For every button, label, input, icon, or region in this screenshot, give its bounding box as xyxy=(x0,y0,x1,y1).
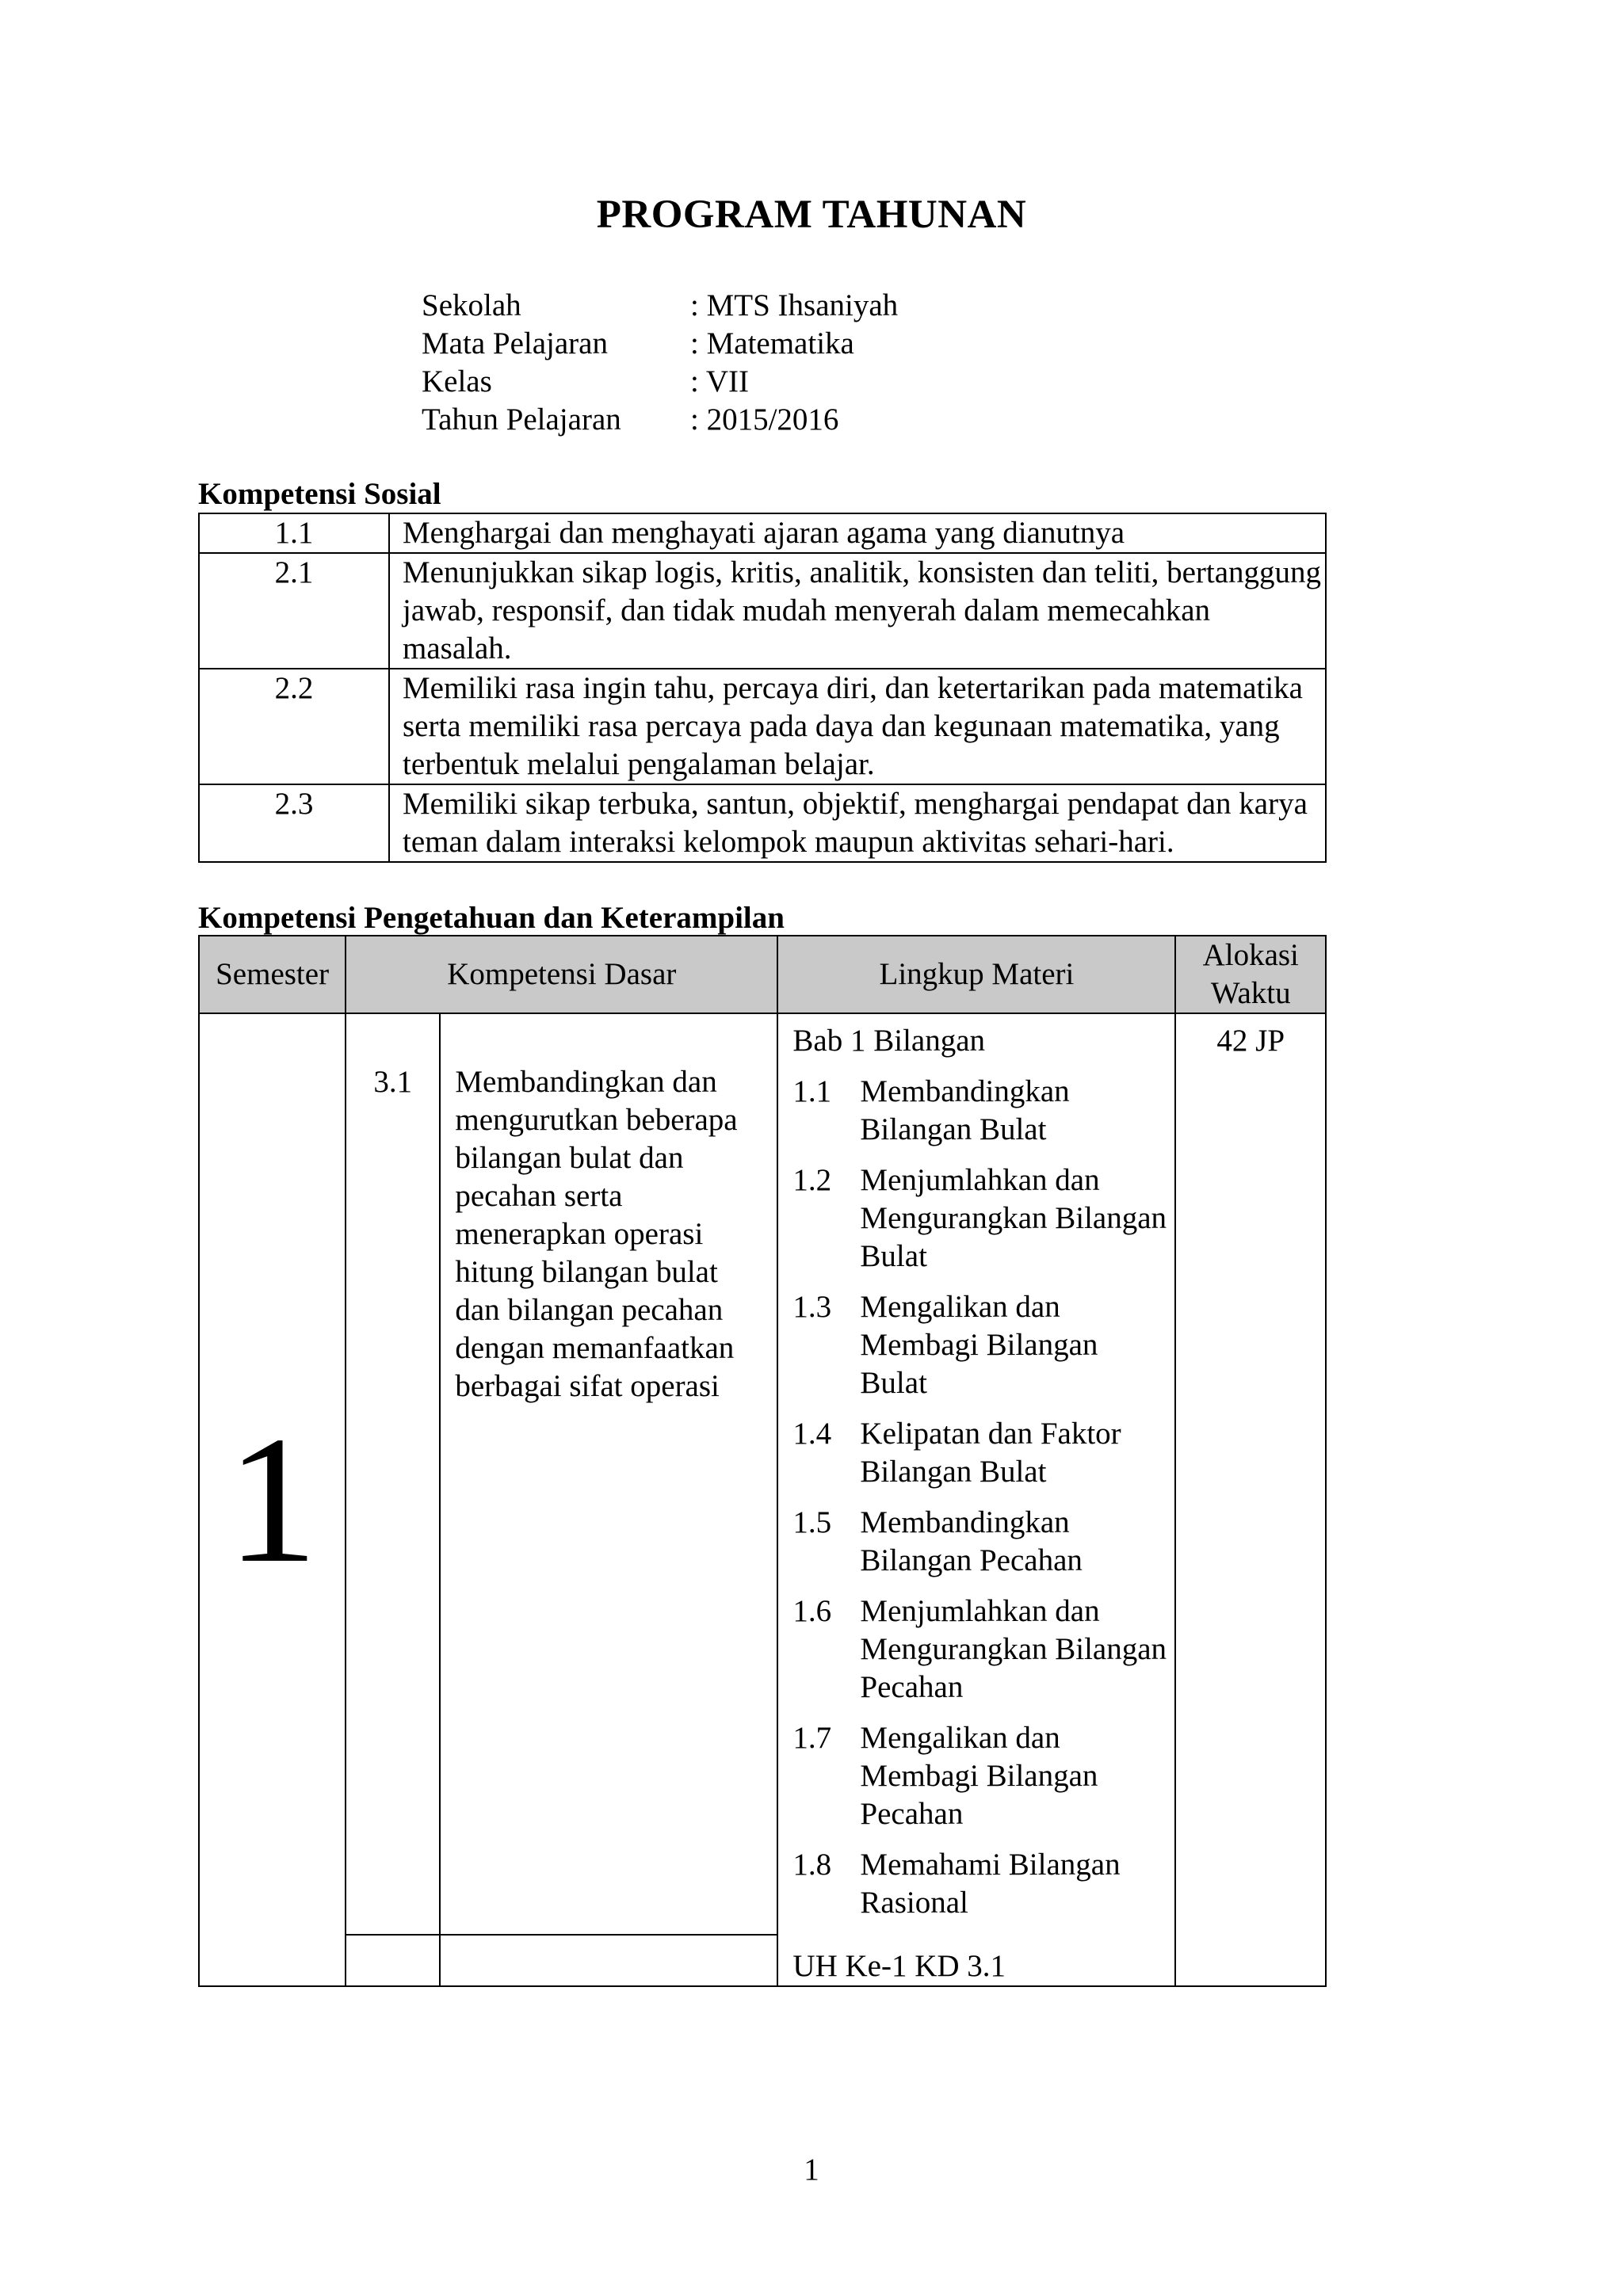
materi-text: Membandingkan Bilangan Pecahan xyxy=(860,1505,1083,1577)
materi-number: 1.2 xyxy=(792,1163,832,1197)
table-row xyxy=(199,669,1326,784)
materi-text: Mengalikan dan Membagi Bilangan Pecahan xyxy=(860,1721,1098,1831)
materi-text: Kelipatan dan Faktor Bilangan Bulat xyxy=(860,1417,1121,1489)
table-row xyxy=(199,1935,1326,1986)
meta-row-sekolah xyxy=(422,287,898,325)
header-lingkup-materi: Lingkup Materi xyxy=(777,936,1175,1013)
chapter-title: Bab 1 Bilangan xyxy=(792,1024,986,1058)
meta-value: : 2015/2016 xyxy=(690,402,839,437)
competency-text: Menunjukkan sikap logis, kritis, analitik, konsisten dan teliti, bertanggung jawab, responsif, dan tidak mudah menyerah dalam memecahkan masalah. xyxy=(389,553,1326,669)
meta-value: : VII xyxy=(690,364,750,399)
table-header-row xyxy=(199,936,1326,1013)
section-heading-kompetensi-pengetahuan: Kompetensi Pengetahuan dan Keterampilan xyxy=(198,901,785,935)
competency-text: Memiliki rasa ingin tahu, percaya diri, dan ketertarikan pada matematika serta memiliki rasa percaya pada daya dan kegunaan matematika, yang terbentuk melalui pengalaman belajar. xyxy=(389,669,1326,784)
meta-row-mata-pelajaran xyxy=(422,325,898,363)
semester-number: 1 xyxy=(199,1013,346,1986)
materi-text: Menjumlahkan dan Mengurangkan Bilangan Bulat xyxy=(860,1163,1167,1273)
empty-cell xyxy=(346,1935,440,1986)
materi-number: 1.1 xyxy=(792,1074,832,1108)
alokasi-waktu-value: 42 JP xyxy=(1175,1013,1326,1986)
materi-number: 1.4 xyxy=(792,1417,832,1451)
header-alokasi-line: Alokasi xyxy=(1202,938,1299,972)
empty-cell xyxy=(440,1935,777,1986)
meta-label: Tahun Pelajaran xyxy=(422,402,621,437)
materi-number: 1.8 xyxy=(792,1848,832,1882)
materi-number: 1.7 xyxy=(792,1721,832,1755)
competency-text: Memiliki sikap terbuka, santun, objektif, menghargai pendapat dan karya teman dalam interaksi kelompok maupun aktivitas sehari-hari. xyxy=(389,784,1326,862)
table-row xyxy=(199,784,1326,862)
list-item xyxy=(792,1073,1168,1149)
table-row xyxy=(199,513,1326,553)
meta-row-kelas xyxy=(422,363,898,401)
meta-value: : Matematika xyxy=(690,326,854,360)
materi-number: 1.3 xyxy=(792,1290,832,1324)
lingkup-materi-list xyxy=(777,1013,1175,1935)
section-heading-kompetensi-sosial: Kompetensi Sosial xyxy=(198,477,441,511)
header-alokasi-waktu xyxy=(1175,936,1326,1013)
materi-number: 1.6 xyxy=(792,1594,832,1628)
page-number: 1 xyxy=(804,2153,819,2187)
list-item xyxy=(792,1288,1168,1402)
competency-number: 1.1 xyxy=(199,513,389,553)
list-item xyxy=(792,1504,1168,1580)
competency-number: 2.1 xyxy=(199,553,389,669)
header-semester: Semester xyxy=(199,936,346,1013)
identity-table xyxy=(422,287,898,439)
header-waktu-line: Waktu xyxy=(1210,976,1291,1010)
meta-row-tahun-pelajaran xyxy=(422,401,898,439)
competency-number: 2.2 xyxy=(199,669,389,784)
meta-label: Mata Pelajaran xyxy=(422,326,608,360)
kd-description: Membandingkan dan mengurutkan beberapa bilangan bulat dan pecahan serta menerapkan operasi hitung bilangan bulat dan bilangan pecahan dengan memanfaatkan berbagai sifat operasi xyxy=(440,1013,777,1935)
list-item xyxy=(792,1592,1168,1707)
ulangan-harian xyxy=(777,1935,1175,1986)
meta-label: Sekolah xyxy=(422,288,521,322)
table-row xyxy=(199,1013,1326,1935)
list-item xyxy=(792,1846,1168,1922)
materi-number: 1.5 xyxy=(792,1505,832,1539)
materi-text: Memahami Bilangan Rasional xyxy=(860,1848,1121,1920)
competency-text: Menghargai dan menghayati ajaran agama yang dianutnya xyxy=(389,513,1326,553)
list-item xyxy=(792,1719,1168,1833)
kompetensi-sosial-table xyxy=(198,513,1327,863)
meta-label: Kelas xyxy=(422,364,492,399)
kd-number: 3.1 xyxy=(346,1013,440,1935)
table-row xyxy=(199,553,1326,669)
materi-text: Mengalikan dan Membagi Bilangan Bulat xyxy=(860,1290,1098,1400)
materi-text: Menjumlahkan dan Mengurangkan Bilangan Pecahan xyxy=(860,1594,1167,1704)
competency-number: 2.3 xyxy=(199,784,389,862)
materi-text: Membandingkan Bilangan Bulat xyxy=(860,1074,1070,1146)
list-item xyxy=(792,1161,1168,1276)
meta-value: : MTS Ihsaniyah xyxy=(690,288,899,322)
kompetensi-pengetahuan-table xyxy=(198,935,1327,1987)
page-title: PROGRAM TAHUNAN xyxy=(596,193,1027,237)
list-item xyxy=(792,1415,1168,1491)
ulangan-harian-text: UH Ke-1 KD 3.1 xyxy=(792,1949,1006,1983)
header-kompetensi-dasar: Kompetensi Dasar xyxy=(346,936,777,1013)
